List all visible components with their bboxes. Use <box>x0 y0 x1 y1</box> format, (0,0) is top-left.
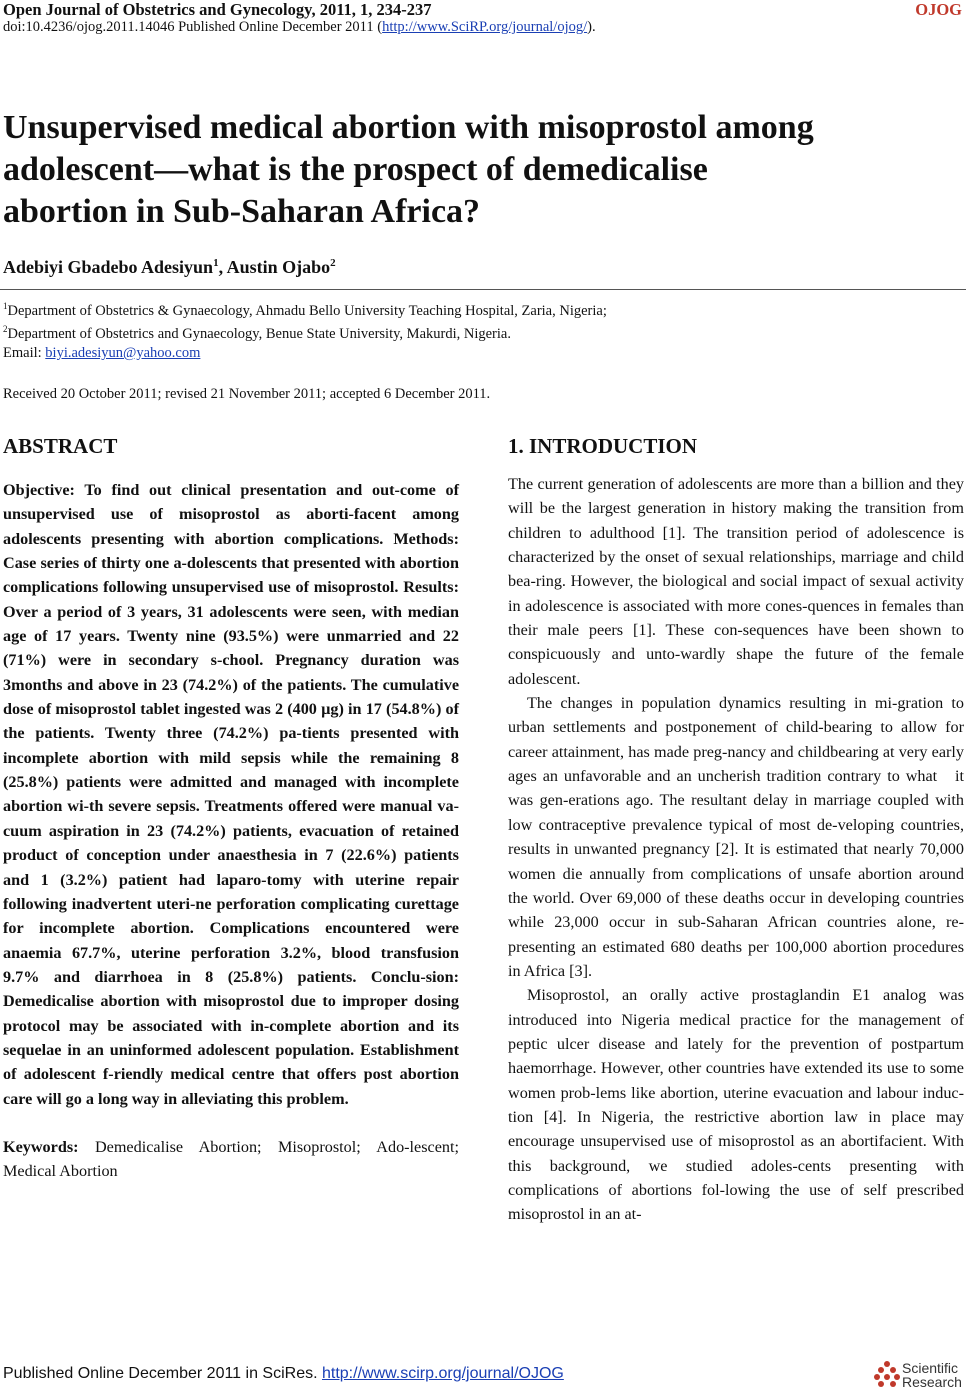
logo-line: Scientific <box>902 1360 959 1376</box>
author-affiliation-marker: 2 <box>330 257 336 269</box>
received-dates: Received 20 October 2011; revised 21 November 2011; accepted 6 December 2011. <box>3 386 491 402</box>
author-name: Adebiyi Gbadebo Adesiyun <box>3 257 214 277</box>
author-affiliation-marker: 1 <box>213 257 219 269</box>
affiliation <box>3 324 511 343</box>
email-label: Email: <box>3 345 46 361</box>
journal-header: Open Journal of Obstetrics and Gynecology, 2011, 1, 234-237 <box>3 0 432 19</box>
footer-link[interactable]: http://www.scirp.org/journal/OJOG <box>321 1365 564 1382</box>
footer-published <box>3 1365 564 1383</box>
doi-line <box>3 19 596 36</box>
abstract-heading: ABSTRACT <box>3 434 118 458</box>
header-divider <box>0 289 966 290</box>
affiliation-marker: 1 <box>3 301 8 311</box>
scientific-research-logo <box>874 1360 964 1392</box>
journal-link[interactable]: http://www.SciRP.org/journal/ojog/ <box>382 19 588 35</box>
abstract-text: Objective: To find out clinical presentation and out-come of unsupervised use of misoprostol as aborti-facent among adolescents presenting with abortion complications. Methods: Case series of thirty one a-dolescents that presented with abortion complications following unsupervised use of misoprostol. Results: Over a period of 3 years, 31 adolescents were seen, with median age of 17 years. Twenty nine (93.5%) were unmarried and 22 (71%) were in secondary s-chool. Pregnancy duration was 3months and above in 23 (74.2%) of the patients. The cumulative dose of misoprostol tablet ingested was 2 (400 µg) in 17 (54.8%) of the patients. Twenty three (74.2%) pa-tients presented with incomplete abortion with mild sepsis while the remaining 8 (25.8%) patients were admitted and managed with incomplete abortion wi-th severe sepsis. Treatments offered were manual va-cuum aspiration in 23 (74.2%) patients, evacuation of retained product of conception under anaesthesia in 7 (22.6%) patients and 1 (3.2%) patient had laparo-tomy with uterine repair following inadvertent uteri-ne perforation complicating curettage for incomplete abortion. Complications encountered were anaemia 67.7%, uterine perforation 3.2%, blood transfusion 9.7% and diarrhoea in 8 (25.8%) patients. Conclu-sion: Demedicalise abortion with misoprostol due to improper dosing protocol may be associated with in-complete abortion and its sequelae in an uninformed adolescent population. Establishment of adolescent f-riendly medical centre that offers post abortion care will go a long way in alleviating this problem. <box>3 481 459 1108</box>
keywords <box>3 1135 459 1184</box>
keywords-label: Keywords: <box>3 1137 79 1156</box>
paragraph: The changes in population dynamics resulting in mi-gration to urban settlements and postponement of child-bearing to allow for career attainment, has made preg-nancy and childbearing at very early ages an unfavorable and an uncherish tradition contrary to what it was gen-erations ago. The resultant delay in marriage coupled with low contraceptive prevalence typical of most de-veloping countries, results in unwanted pregnancy [2]. It is estimated that nearly 70,000 women die annually from complications of unsafe abortion around the world. Over 69,000 of these deaths occur in developing countries while 23,000 occur in sub-Saharan African countries alone, re-presenting an estimated 680 deaths per 100,000 abortion procedures in Africa [3]. <box>508 694 964 980</box>
abstract-column <box>3 478 459 1184</box>
paragraph: Misoprostol, an orally active prostaglandin E1 analog was introduced into Nigeria medical practice for the management of peptic ulcer disease and lately for the prevention of postpartum haemorrhage. However, other countries have extended its use to some women prob-lems like abortion, uterine evacuation and labour induc-tion [4]. In Nigeria, the restrictive abortion law in place may encourage unsupervised use of misoprostol as an abortifacient. With this background, we studied adoles-cents presenting with complications of abortions fol-lowing the use of self prescribed misoprostol in an at- <box>508 986 964 1224</box>
email-line <box>3 345 200 362</box>
title-line: adolescent—what is the prospect of demedicalise <box>3 151 708 188</box>
email-link[interactable]: biyi.adesiyun@yahoo.com <box>45 345 201 361</box>
author-name: Austin Ojabo <box>226 257 331 277</box>
journal-code: OJOG <box>915 0 962 19</box>
paragraph: The current generation of adolescents are more than a billion and they will be the largest generation in history making the transition from children to adulthood [1]. The transition period of adolescence is characterized by the onset of sexual relationships, marriage and child bea-ring. However, the biological and social impact of sexual activity in adolescence is associated with more cones-quences in females than their male peers [1]. These con-sequences have been shown to conspicuously and unto-wardly shape the future of the female adolescent. <box>508 475 964 688</box>
doi-suffix: ). <box>587 19 596 35</box>
affiliation-text: Department of Obstetrics & Gynaecology, Ahmadu Bello University Teaching Hospital, Zaria, Nigeria; <box>7 302 607 319</box>
introduction-heading: 1. INTRODUCTION <box>508 434 698 458</box>
authors <box>3 257 336 278</box>
logo-text <box>902 1361 962 1389</box>
affiliation-marker: 2 <box>3 324 8 334</box>
logo-line: Research <box>902 1374 962 1390</box>
author-separator: , <box>218 257 227 277</box>
scirp-logo-icon <box>874 1360 900 1390</box>
title-line: abortion in Sub-Saharan Africa? <box>3 193 481 230</box>
introduction-column <box>508 472 964 1227</box>
doi-prefix: doi:10.4236/ojog.2011.14046 Published Online December 2011 ( <box>3 19 383 35</box>
affiliation <box>3 301 607 320</box>
footer-text: Published Online December 2011 in SciRes. <box>3 1365 322 1382</box>
title-line: Unsupervised medical abortion with misoprostol among <box>3 109 814 146</box>
affiliation-text: Department of Obstetrics and Gynaecology, Benue State University, Makurdi, Nigeria. <box>7 325 511 342</box>
paper-title <box>3 107 923 233</box>
keywords-text: Demedicalise Abortion; Misoprostol; Ado-lescent; Medical Abortion <box>3 1137 459 1181</box>
